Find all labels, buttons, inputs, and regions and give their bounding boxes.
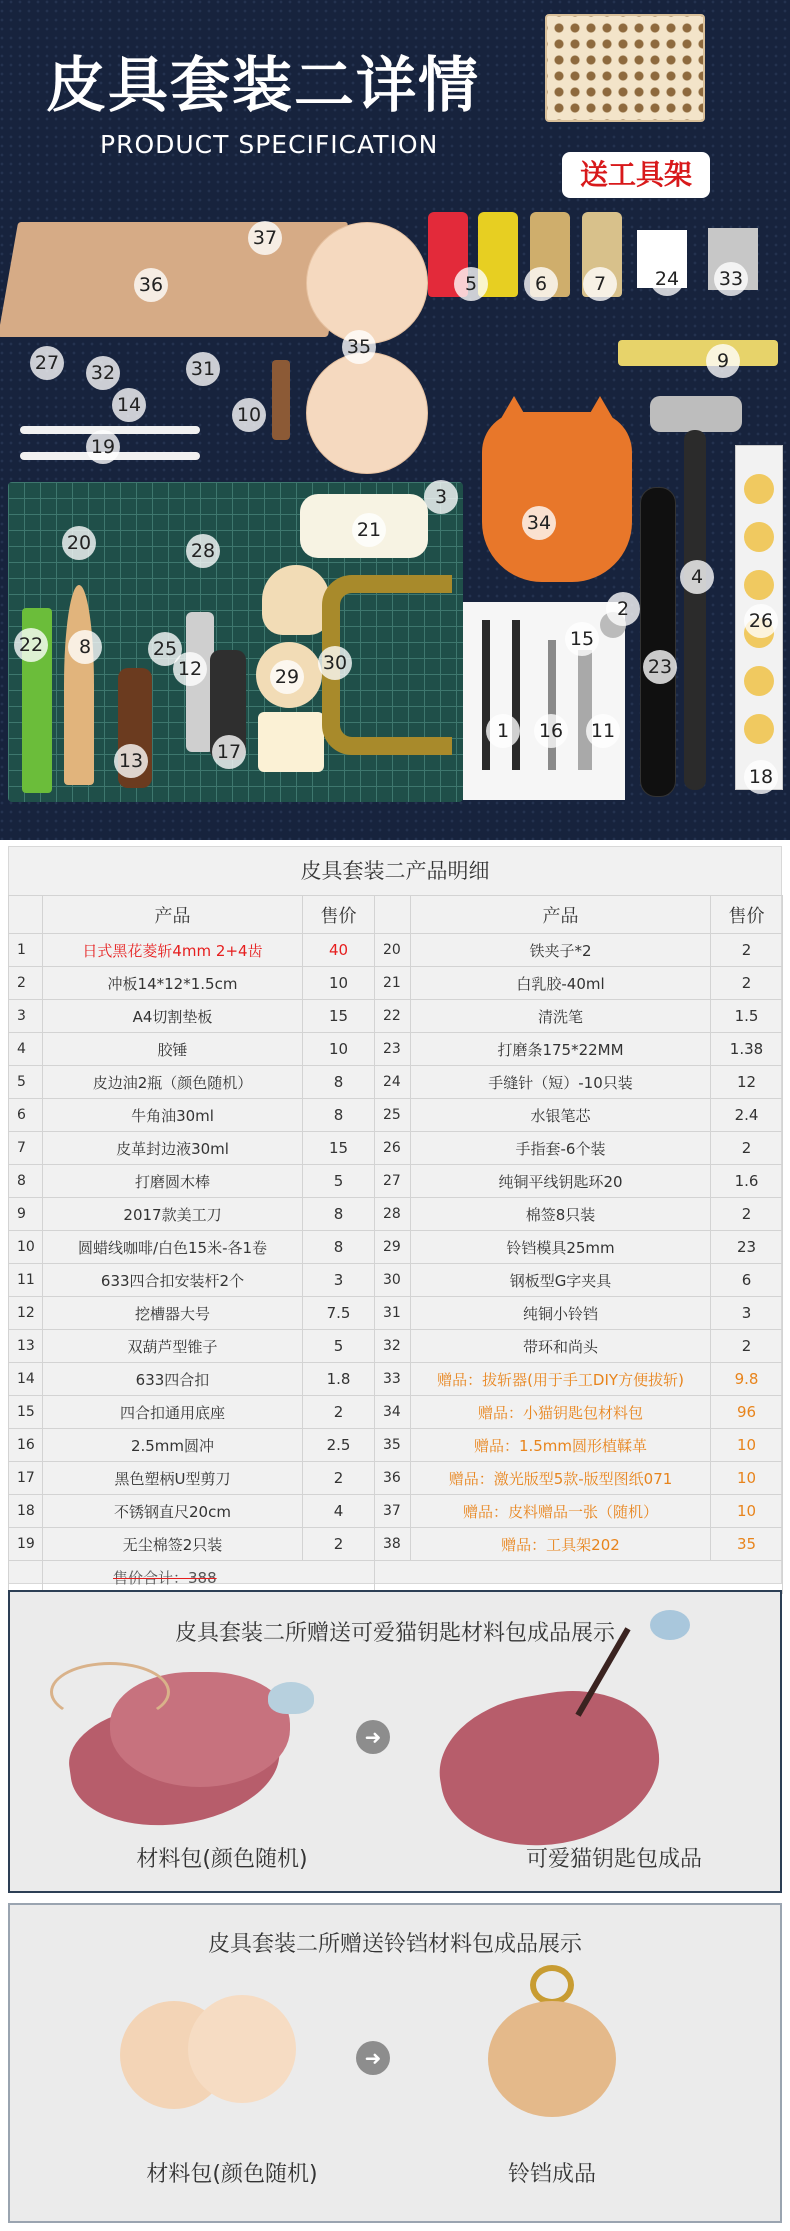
snap-setter — [578, 650, 592, 770]
table-row — [9, 1066, 783, 1099]
bell-showcase — [8, 1903, 782, 2223]
product-price: 23 — [711, 1231, 783, 1264]
product-name: 2017款美工刀 — [43, 1198, 303, 1231]
item-number: 9 — [706, 344, 740, 378]
item-number: 12 — [173, 652, 207, 686]
total-cell — [43, 1561, 375, 1594]
item-number: 11 — [586, 714, 620, 748]
kit-caption: 材料包(颜色随机) — [136, 1847, 308, 1872]
product-name: 633四合扣安装杆2个 — [43, 1264, 303, 1297]
product-name: 铁夹子*2 — [411, 934, 711, 967]
product-name: 黑色塑柄U型剪刀 — [43, 1462, 303, 1495]
item-number: 31 — [186, 352, 220, 386]
product-name: 无尘棉签2只装 — [43, 1528, 303, 1561]
table-row — [9, 1297, 783, 1330]
item-number: 21 — [352, 513, 386, 547]
row-index: 28 — [375, 1198, 411, 1231]
row-index: 17 — [9, 1462, 43, 1495]
diamond-chisel — [512, 620, 520, 770]
row-index: 35 — [375, 1429, 411, 1462]
thread-spool — [272, 360, 290, 440]
product-name: 四合扣通用底座 — [43, 1396, 303, 1429]
table-row — [9, 1198, 783, 1231]
row-index: 20 — [375, 934, 411, 967]
leather-tab — [650, 1610, 690, 1640]
item-number: 33 — [714, 262, 748, 296]
row-index: 8 — [9, 1165, 43, 1198]
product-name: 赠品：1.5mm圆形植鞣革 — [411, 1429, 711, 1462]
table-row — [9, 1033, 783, 1066]
item-number: 37 — [248, 221, 282, 255]
table-row — [9, 1330, 783, 1363]
row-index: 27 — [375, 1165, 411, 1198]
table-row — [9, 967, 783, 1000]
row-index: 30 — [375, 1264, 411, 1297]
product-price: 1.6 — [711, 1165, 783, 1198]
product-name: 赠品：拔斩器(用于手工DIY方便拔斩) — [411, 1363, 711, 1396]
item-number: 27 — [30, 346, 64, 380]
product-price: 4 — [303, 1495, 375, 1528]
item-number: 28 — [186, 534, 220, 568]
cord — [50, 1662, 170, 1722]
tool-rack-illustration — [545, 14, 705, 122]
table-header-row — [9, 896, 783, 934]
row-index: 14 — [9, 1363, 43, 1396]
product-price: 10 — [303, 1033, 375, 1066]
table-row — [9, 1528, 783, 1561]
product-price: 2 — [711, 1132, 783, 1165]
leather-disc-illustration — [306, 222, 428, 344]
product-name: 纯铜小铃铛 — [411, 1297, 711, 1330]
item-number: 19 — [86, 430, 120, 464]
row-index: 36 — [375, 1462, 411, 1495]
product-name: 钢板型G字夹具 — [411, 1264, 711, 1297]
finished-caption: 可爱猫钥匙包成品 — [525, 1847, 702, 1872]
wood-slicker — [64, 585, 94, 785]
table-row — [9, 1099, 783, 1132]
header-index — [375, 896, 411, 934]
leather-disc — [188, 1995, 296, 2103]
product-name: A4切割垫板 — [43, 1000, 303, 1033]
item-number: 20 — [62, 526, 96, 560]
table-row — [9, 1495, 783, 1528]
product-name: 不锈钢直尺20cm — [43, 1495, 303, 1528]
leather-disc-illustration — [306, 352, 428, 474]
product-price: 10 — [711, 1495, 783, 1528]
bell-ring — [530, 1965, 574, 2005]
cat-keybag-showcase — [8, 1590, 782, 1893]
product-price: 10 — [711, 1429, 783, 1462]
row-index: 22 — [375, 1000, 411, 1033]
product-price: 2 — [711, 934, 783, 967]
gift-badge: 送工具架 — [562, 152, 710, 198]
row-index: 18 — [9, 1495, 43, 1528]
row-index: 34 — [375, 1396, 411, 1429]
table-row — [9, 1165, 783, 1198]
item-number: 8 — [68, 630, 102, 664]
product-price: 10 — [711, 1462, 783, 1495]
item-number: 2 — [606, 592, 640, 626]
item-number: 10 — [232, 398, 266, 432]
product-name: 633四合扣 — [43, 1363, 303, 1396]
product-name: 圆蜡线咖啡/白色15米-各1卷 — [43, 1231, 303, 1264]
product-name: 冲板14*12*1.5cm — [43, 967, 303, 1000]
utility-knife — [618, 340, 778, 366]
leather-tab — [268, 1682, 314, 1714]
product-name: 皮边油2瓶（颜色随机） — [43, 1066, 303, 1099]
table-row — [9, 1462, 783, 1495]
item-number: 14 — [112, 388, 146, 422]
row-index: 15 — [9, 1396, 43, 1429]
item-number: 3 — [424, 480, 458, 514]
kit-caption: 材料包(颜色随机) — [146, 2162, 318, 2187]
table-row — [9, 1396, 783, 1429]
punch-board — [258, 712, 324, 772]
product-name: 铃铛模具25mm — [411, 1231, 711, 1264]
product-name: 纯铜平线钥匙环20 — [411, 1165, 711, 1198]
product-name: 水银笔芯 — [411, 1099, 711, 1132]
product-price: 6 — [711, 1264, 783, 1297]
product-price: 2 — [711, 967, 783, 1000]
row-index: 5 — [9, 1066, 43, 1099]
item-number: 23 — [643, 650, 677, 684]
row-index: 31 — [375, 1297, 411, 1330]
item-number: 30 — [318, 646, 352, 680]
table-total-row — [9, 1561, 783, 1594]
item-number: 25 — [148, 632, 182, 666]
product-price: 3 — [303, 1264, 375, 1297]
row-index: 29 — [375, 1231, 411, 1264]
row-index: 33 — [375, 1363, 411, 1396]
product-name: 打磨条175*22MM — [411, 1033, 711, 1066]
table-row — [9, 1231, 783, 1264]
row-index: 25 — [375, 1099, 411, 1132]
header-product: 产品 — [411, 896, 711, 934]
row-index: 1 — [9, 934, 43, 967]
table-row — [9, 1000, 783, 1033]
product-name: 2.5mm圆冲 — [43, 1429, 303, 1462]
header-price: 售价 — [711, 896, 783, 934]
item-number: 36 — [134, 268, 168, 302]
product-name: 打磨圆木棒 — [43, 1165, 303, 1198]
item-number: 1 — [486, 714, 520, 748]
product-price: 8 — [303, 1066, 375, 1099]
product-price: 35 — [711, 1528, 783, 1561]
row-index: 11 — [9, 1264, 43, 1297]
product-price: 1.8 — [303, 1363, 375, 1396]
product-price: 3 — [711, 1297, 783, 1330]
showcase-title: 皮具套装二所赠送铃铛材料包成品展示 — [207, 1932, 582, 1957]
item-number: 4 — [680, 560, 714, 594]
product-price: 2.5 — [303, 1429, 375, 1462]
product-name: 带环和尚头 — [411, 1330, 711, 1363]
row-index: 23 — [375, 1033, 411, 1066]
product-price: 2 — [711, 1330, 783, 1363]
hammer-handle — [684, 430, 706, 790]
item-number: 17 — [212, 735, 246, 769]
cat-key-bag-illustration — [482, 412, 632, 582]
row-index: 32 — [375, 1330, 411, 1363]
row-index: 10 — [9, 1231, 43, 1264]
product-price: 8 — [303, 1231, 375, 1264]
product-price: 2 — [711, 1198, 783, 1231]
item-number: 32 — [86, 356, 120, 390]
product-price: 7.5 — [303, 1297, 375, 1330]
sanding-strip — [640, 487, 676, 797]
row-index: 19 — [9, 1528, 43, 1561]
product-name: 赠品：皮料赠品一张（随机） — [411, 1495, 711, 1528]
bell-finished — [488, 2001, 616, 2117]
product-name: 棉签8只装 — [411, 1198, 711, 1231]
product-name: 赠品：激光版型5款-版型图纸071 — [411, 1462, 711, 1495]
product-price: 96 — [711, 1396, 783, 1429]
table-row — [9, 934, 783, 967]
row-index: 38 — [375, 1528, 411, 1561]
row-index: 2 — [9, 967, 43, 1000]
product-price: 5 — [303, 1165, 375, 1198]
item-number: 13 — [114, 744, 148, 778]
header-price: 售价 — [303, 896, 375, 934]
row-index: 13 — [9, 1330, 43, 1363]
product-name: 清洗笔 — [411, 1000, 711, 1033]
item-number: 26 — [744, 604, 778, 638]
arrow-right-icon: ➜ — [356, 2041, 390, 2075]
item-number: 29 — [270, 660, 304, 694]
item-number: 5 — [454, 267, 488, 301]
product-name: 挖槽器大号 — [43, 1297, 303, 1330]
showcase-title: 皮具套装二所赠送可爱猫钥匙材料包成品展示 — [174, 1621, 615, 1646]
item-number: 18 — [744, 760, 778, 794]
diamond-chisel — [482, 620, 490, 770]
row-index: 37 — [375, 1495, 411, 1528]
table-row — [9, 1429, 783, 1462]
product-name: 双葫芦型锥子 — [43, 1330, 303, 1363]
product-price: 9.8 — [711, 1363, 783, 1396]
product-price: 10 — [303, 967, 375, 1000]
product-price: 2.4 — [711, 1099, 783, 1132]
row-index: 26 — [375, 1132, 411, 1165]
table-row — [9, 1132, 783, 1165]
bell-mold — [262, 565, 330, 635]
product-table — [8, 895, 783, 1594]
hero-title: 皮具套装二详情 — [46, 51, 480, 121]
total-price: 售价合计：388 — [113, 1568, 217, 1587]
item-number: 34 — [522, 506, 556, 540]
header-index — [9, 896, 43, 934]
empty-cell — [375, 1561, 783, 1594]
product-price: 2 — [303, 1528, 375, 1561]
item-number: 24 — [650, 262, 684, 296]
product-price: 2 — [303, 1462, 375, 1495]
product-price: 15 — [303, 1132, 375, 1165]
product-price: 15 — [303, 1000, 375, 1033]
product-name: 手指套-6个装 — [411, 1132, 711, 1165]
product-name: 日式黑花菱斩4mm 2+4齿 — [43, 934, 303, 967]
table-row — [9, 1264, 783, 1297]
hole-punch — [548, 640, 556, 770]
item-number: 22 — [14, 628, 48, 662]
product-price: 1.5 — [711, 1000, 783, 1033]
hero-subtitle: PRODUCT SPECIFICATION — [100, 130, 439, 159]
product-name: 牛角油30ml — [43, 1099, 303, 1132]
item-number: 7 — [583, 267, 617, 301]
row-index: 4 — [9, 1033, 43, 1066]
table-title: 皮具套装二产品明细 — [300, 859, 490, 883]
header-product: 产品 — [43, 896, 303, 934]
product-price: 40 — [303, 934, 375, 967]
product-name: 手缝针（短）-10只装 — [411, 1066, 711, 1099]
cat-keybag-finished — [429, 1676, 672, 1862]
product-name: 赠品：小猫钥匙包材料包 — [411, 1396, 711, 1429]
row-index: 12 — [9, 1297, 43, 1330]
product-name: 白乳胶-40ml — [411, 967, 711, 1000]
item-number: 16 — [534, 714, 568, 748]
product-name: 皮革封边液30ml — [43, 1132, 303, 1165]
product-price: 2 — [303, 1396, 375, 1429]
product-hero-image — [0, 0, 790, 840]
product-price: 8 — [303, 1099, 375, 1132]
product-price: 1.38 — [711, 1033, 783, 1066]
arrow-right-icon: ➜ — [356, 1720, 390, 1754]
item-number: 35 — [342, 330, 376, 364]
finished-caption: 铃铛成品 — [507, 2162, 596, 2187]
hammer-head — [650, 396, 742, 432]
item-number: 6 — [524, 267, 558, 301]
table-row — [9, 1363, 783, 1396]
row-index: 21 — [375, 967, 411, 1000]
row-index: 7 — [9, 1132, 43, 1165]
leather-sheet-illustration — [0, 222, 348, 337]
product-price: 5 — [303, 1330, 375, 1363]
row-index: 24 — [375, 1066, 411, 1099]
row-index: 3 — [9, 1000, 43, 1033]
product-price: 8 — [303, 1198, 375, 1231]
product-detail-table — [8, 846, 782, 1587]
row-index: 16 — [9, 1429, 43, 1462]
row-index: 9 — [9, 1198, 43, 1231]
product-name: 胶锤 — [43, 1033, 303, 1066]
product-price: 12 — [711, 1066, 783, 1099]
total-index-cell — [9, 1561, 43, 1594]
item-number: 15 — [565, 622, 599, 656]
product-name: 赠品：工具架202 — [411, 1528, 711, 1561]
row-index: 6 — [9, 1099, 43, 1132]
